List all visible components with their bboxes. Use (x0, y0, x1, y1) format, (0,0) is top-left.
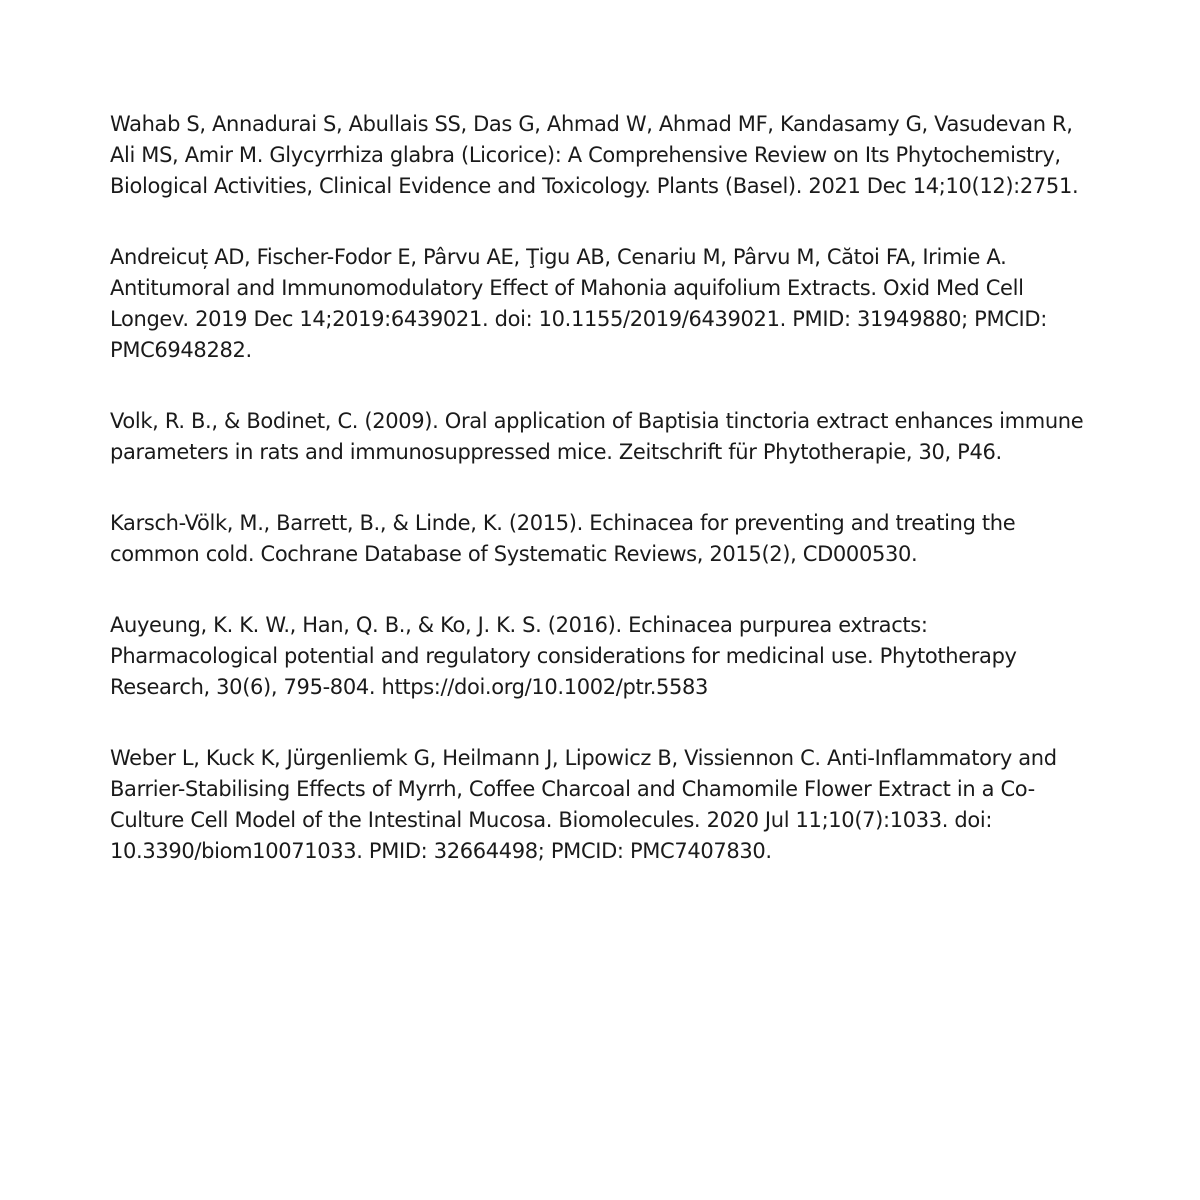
reference-andreicut-2019: Andreicuț AD, Fischer-Fodor E, Pârvu AE, Ţigu AB, Cenariu M, Pârvu M, Cătoi FA, Irimie A. Antitumoral and Immunomodulatory Effect of Mahonia aquifolium Extracts. Oxid Med Cell Longev. 2019 Dec 14;2019:6439021. doi: 10.1155/2019/6439021. PMID: 31949880; PMCID: PMC6948282. (110, 245, 1047, 362)
reference-list (110, 109, 1095, 907)
reference-auyeung-2016: Auyeung, K. K. W., Han, Q. B., & Ko, J. K. S. (2016). Echinacea purpurea extracts: Pharmacological potential and regulatory considerations for medicinal use. Phytotherapy Research, 30(6), 795-804. https://doi.org/10.1002/ptr.5583 (110, 613, 1017, 699)
reference-weber-2020: Weber L, Kuck K, Jürgenliemk G, Heilmann J, Lipowicz B, Vissiennon C. Anti-Inflammatory and Barrier-Stabilising Effects of Myrrh, Coffee Charcoal and Chamomile Flower Extract in a Co-Culture Cell Model of the Intestinal Mucosa. Biomolecules. 2020 Jul 11;10(7):1033. doi: 10.3390/biom10071033. PMID: 32664498; PMCID: PMC7407830. (110, 746, 1057, 863)
reference-wahab-2021: Wahab S, Annadurai S, Abullais SS, Das G, Ahmad W, Ahmad MF, Kandasamy G, Vasudevan R, Ali MS, Amir M. Glycyrrhiza glabra (Licorice): A Comprehensive Review on Its Phytochemistry, Biological Activities, Clinical Evidence and Toxicology. Plants (Basel). 2021 Dec 14;10(12):2751. (110, 112, 1079, 198)
reference-karsch-volk-2015: Karsch-Völk, M., Barrett, B., & Linde, K. (2015). Echinacea for preventing and treating the common cold. Cochrane Database of Systematic Reviews, 2015(2), CD000530. (110, 511, 1016, 566)
reference-volk-2009: Volk, R. B., & Bodinet, C. (2009). Oral application of Baptisia tinctoria extract enhances immune parameters in rats and immunosuppressed mice. Zeitschrift für Phytotherapie, 30, P46. (110, 409, 1084, 464)
